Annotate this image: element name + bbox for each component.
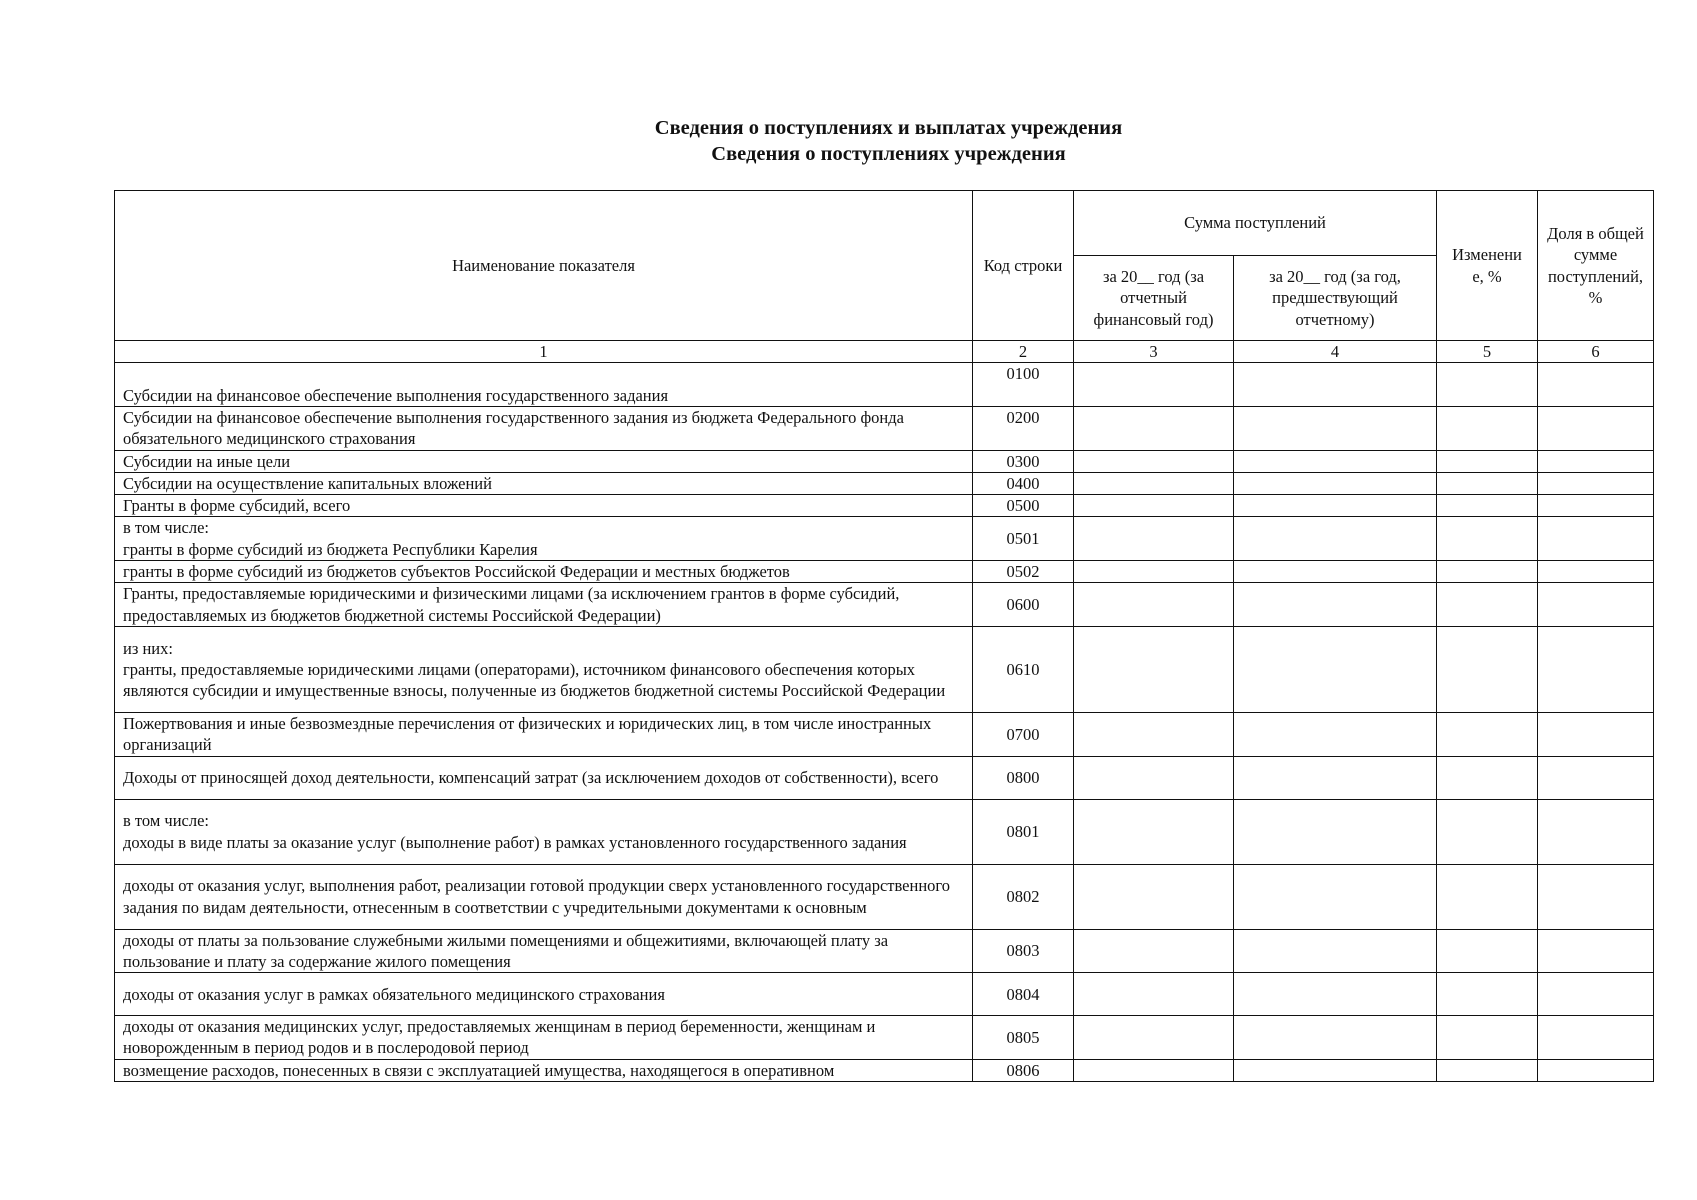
value-share-cell[interactable]: [1538, 495, 1654, 517]
value-change-cell[interactable]: [1437, 583, 1538, 627]
table-body: [115, 363, 1654, 1082]
receipts-table: [114, 190, 1654, 1082]
row-indicator-name: Доходы от приносящей доход деятельности, компенсаций затрат (за исключением доходов от собственности), всего: [115, 756, 973, 799]
table-row: [115, 561, 1654, 583]
value-current-year-cell[interactable]: [1074, 407, 1234, 451]
value-current-year-cell[interactable]: [1074, 756, 1234, 799]
value-previous-year-cell[interactable]: [1234, 363, 1437, 407]
table-row: [115, 363, 1654, 407]
header-sum-previous: за 20__ год (за год, предшествующий отчетному): [1234, 256, 1437, 341]
title-line-2: Сведения о поступлениях учреждения: [711, 143, 1066, 165]
row-indicator-name: Субсидии на иные цели: [115, 450, 973, 472]
header-change: Изменени е, %: [1437, 191, 1538, 341]
value-previous-year-cell[interactable]: [1234, 472, 1437, 494]
row-code: 0700: [973, 712, 1074, 756]
row-indicator-name: гранты в форме субсидий из бюджетов субъектов Российской Федерации и местных бюджетов: [115, 561, 973, 583]
value-share-cell[interactable]: [1538, 712, 1654, 756]
column-number: 3: [1074, 341, 1234, 363]
row-code: 0400: [973, 472, 1074, 494]
value-current-year-cell[interactable]: [1074, 495, 1234, 517]
column-number: 4: [1234, 341, 1437, 363]
value-share-cell[interactable]: [1538, 1059, 1654, 1081]
row-code: 0610: [973, 626, 1074, 712]
row-indicator-name: в том числе: гранты в форме субсидий из бюджета Республики Карелия: [115, 517, 973, 561]
row-code: 0800: [973, 756, 1074, 799]
value-share-cell[interactable]: [1538, 450, 1654, 472]
row-code: 0805: [973, 1016, 1074, 1060]
table-row: [115, 864, 1654, 929]
value-previous-year-cell[interactable]: [1234, 756, 1437, 799]
table-row: [115, 712, 1654, 756]
table-row: [115, 1016, 1654, 1060]
value-change-cell[interactable]: [1437, 864, 1538, 929]
value-change-cell[interactable]: [1437, 929, 1538, 973]
value-current-year-cell[interactable]: [1074, 450, 1234, 472]
value-change-cell[interactable]: [1437, 495, 1538, 517]
value-current-year-cell[interactable]: [1074, 712, 1234, 756]
column-number: 5: [1437, 341, 1538, 363]
row-indicator-name: Субсидии на финансовое обеспечение выполнения государственного задания из бюджета Федерального фонда обязательного медицинского страхования: [115, 407, 973, 451]
value-current-year-cell[interactable]: [1074, 799, 1234, 864]
header-sum-current: за 20__ год (за отчетный финансовый год): [1074, 256, 1234, 341]
table-row: [115, 583, 1654, 627]
value-previous-year-cell[interactable]: [1234, 495, 1437, 517]
value-previous-year-cell[interactable]: [1234, 583, 1437, 627]
row-indicator-name: Гранты, предоставляемые юридическими и физическими лицами (за исключением грантов в форме субсидий, предоставляемых из бюджетов бюджетной системы Российской Федерации): [115, 583, 973, 627]
value-previous-year-cell[interactable]: [1234, 517, 1437, 561]
row-indicator-name: доходы от оказания медицинских услуг, предоставляемых женщинам в период беременности, женщинам и новорожденным в период родов и в послеродовой период: [115, 1016, 973, 1060]
header-sum: Сумма поступлений: [1074, 191, 1437, 256]
header-share: Доля в общей сумме поступлений, %: [1538, 191, 1654, 341]
value-share-cell[interactable]: [1538, 472, 1654, 494]
column-number: 6: [1538, 341, 1654, 363]
value-share-cell[interactable]: [1538, 799, 1654, 864]
row-code: 0806: [973, 1059, 1074, 1081]
row-code: 0804: [973, 973, 1074, 1016]
row-code: 0200: [973, 407, 1074, 451]
row-indicator-name: в том числе: доходы в виде платы за оказание услуг (выполнение работ) в рамках установленного государственного задания: [115, 799, 973, 864]
value-current-year-cell[interactable]: [1074, 1016, 1234, 1060]
value-current-year-cell[interactable]: [1074, 929, 1234, 973]
value-previous-year-cell[interactable]: [1234, 864, 1437, 929]
table-row: [115, 929, 1654, 973]
value-change-cell[interactable]: [1437, 712, 1538, 756]
row-code: 0600: [973, 583, 1074, 627]
value-share-cell[interactable]: [1538, 864, 1654, 929]
value-share-cell[interactable]: [1538, 973, 1654, 1016]
table-row: [115, 799, 1654, 864]
value-current-year-cell[interactable]: [1074, 561, 1234, 583]
column-numbers-row: [115, 341, 1654, 363]
row-indicator-name: доходы от оказания услуг, выполнения работ, реализации готовой продукции сверх установленного государственного задания по видам деятельности, отнесенным в соответствии с учредительными документами к основным: [115, 864, 973, 929]
value-previous-year-cell[interactable]: [1234, 626, 1437, 712]
value-current-year-cell[interactable]: [1074, 583, 1234, 627]
value-current-year-cell[interactable]: [1074, 472, 1234, 494]
row-code: 0802: [973, 864, 1074, 929]
table-row: [115, 626, 1654, 712]
row-code: 0801: [973, 799, 1074, 864]
row-indicator-name: доходы от платы за пользование служебными жилыми помещениями и общежитиями, включающей плату за пользование и плату за содержание жилого помещения: [115, 929, 973, 973]
value-previous-year-cell[interactable]: [1234, 799, 1437, 864]
value-current-year-cell[interactable]: [1074, 626, 1234, 712]
row-code: 0100: [973, 363, 1074, 407]
document-title: [0, 115, 1697, 167]
value-previous-year-cell[interactable]: [1234, 712, 1437, 756]
value-change-cell[interactable]: [1437, 472, 1538, 494]
table-row: [115, 1059, 1654, 1081]
value-share-cell[interactable]: [1538, 756, 1654, 799]
row-indicator-name: возмещение расходов, понесенных в связи с эксплуатацией имущества, находящегося в оперативном: [115, 1059, 973, 1081]
table-row: [115, 517, 1654, 561]
value-previous-year-cell[interactable]: [1234, 407, 1437, 451]
row-indicator-name: доходы от оказания услуг в рамках обязательного медицинского страхования: [115, 973, 973, 1016]
table-row: [115, 756, 1654, 799]
value-share-cell[interactable]: [1538, 929, 1654, 973]
value-change-cell[interactable]: [1437, 756, 1538, 799]
value-change-cell[interactable]: [1437, 626, 1538, 712]
value-current-year-cell[interactable]: [1074, 363, 1234, 407]
value-change-cell[interactable]: [1437, 517, 1538, 561]
value-change-cell[interactable]: [1437, 799, 1538, 864]
value-current-year-cell[interactable]: [1074, 973, 1234, 1016]
value-change-cell[interactable]: [1437, 561, 1538, 583]
header-code: Код строки: [973, 191, 1074, 341]
value-current-year-cell[interactable]: [1074, 1059, 1234, 1081]
value-previous-year-cell[interactable]: [1234, 450, 1437, 472]
value-current-year-cell[interactable]: [1074, 864, 1234, 929]
value-previous-year-cell[interactable]: [1234, 1059, 1437, 1081]
row-indicator-name: Субсидии на финансовое обеспечение выполнения государственного задания: [115, 363, 973, 407]
row-code: 0803: [973, 929, 1074, 973]
row-code: 0300: [973, 450, 1074, 472]
value-previous-year-cell[interactable]: [1234, 1016, 1437, 1060]
row-code: 0501: [973, 517, 1074, 561]
value-share-cell[interactable]: [1538, 1016, 1654, 1060]
column-number: 1: [115, 341, 973, 363]
value-change-cell[interactable]: [1437, 1016, 1538, 1060]
value-share-cell[interactable]: [1538, 561, 1654, 583]
value-share-cell[interactable]: [1538, 517, 1654, 561]
value-change-cell[interactable]: [1437, 407, 1538, 451]
value-current-year-cell[interactable]: [1074, 517, 1234, 561]
value-share-cell[interactable]: [1538, 363, 1654, 407]
row-indicator-name: Пожертвования и иные безвозмездные перечисления от физических и юридических лиц, в том числе иностранных организаций: [115, 712, 973, 756]
value-share-cell[interactable]: [1538, 626, 1654, 712]
value-share-cell[interactable]: [1538, 407, 1654, 451]
value-change-cell[interactable]: [1437, 450, 1538, 472]
value-previous-year-cell[interactable]: [1234, 929, 1437, 973]
table-row: [115, 495, 1654, 517]
row-code: 0502: [973, 561, 1074, 583]
table-row: [115, 450, 1654, 472]
value-share-cell[interactable]: [1538, 583, 1654, 627]
value-previous-year-cell[interactable]: [1234, 973, 1437, 1016]
table-row: [115, 407, 1654, 451]
title-line-1: Сведения о поступлениях и выплатах учреждения: [654, 117, 1123, 139]
row-indicator-name: Субсидии на осуществление капитальных вложений: [115, 472, 973, 494]
header-name: Наименование показателя: [115, 191, 973, 341]
value-change-cell[interactable]: [1437, 1059, 1538, 1081]
table-row: [115, 472, 1654, 494]
row-indicator-name: из них: гранты, предоставляемые юридическими лицами (операторами), источником финансового обеспечения которых являются субсидии и имущественные взносы, полученные из бюджетов бюджетной системы Российской Федерации: [115, 626, 973, 712]
value-change-cell[interactable]: [1437, 363, 1538, 407]
column-number: 2: [973, 341, 1074, 363]
row-indicator-name: Гранты в форме субсидий, всего: [115, 495, 973, 517]
value-previous-year-cell[interactable]: [1234, 561, 1437, 583]
table-row: [115, 973, 1654, 1016]
row-code: 0500: [973, 495, 1074, 517]
value-change-cell[interactable]: [1437, 973, 1538, 1016]
